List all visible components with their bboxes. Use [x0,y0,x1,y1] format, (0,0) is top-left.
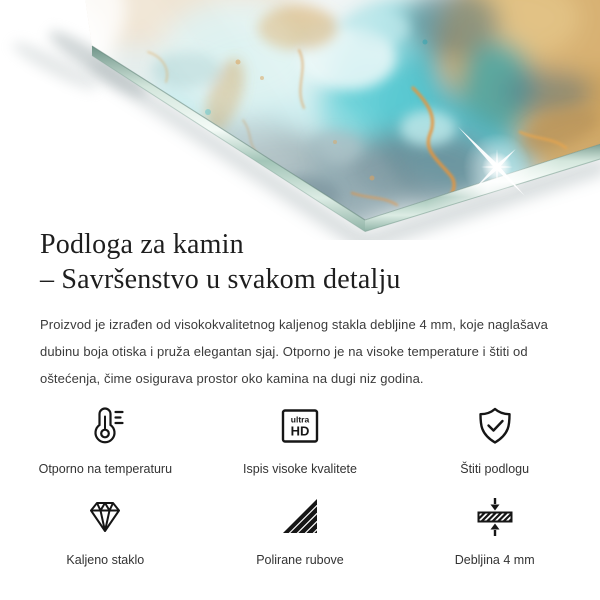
feature-thickness [397,493,592,569]
ultra-hd-text-top: ultra [290,414,310,425]
polished-edges-icon [277,493,323,541]
feature-tempered-glass [8,493,203,569]
diamond-icon [82,493,128,541]
page-title-line1: Podloga za kamin [40,229,244,260]
feature-temperature [8,402,203,478]
ultra-hd-text-bottom: HD [290,423,310,439]
feature-protects [397,402,592,478]
thermometer-icon [82,402,128,450]
ultra-hd-icon [277,402,323,450]
page-title-line2: – Savršenstvo u svakom detalju [40,264,401,295]
feature-label: Debljina 4 mm [454,553,535,567]
feature-grid [8,402,592,569]
feature-print-quality [203,402,398,478]
feature-polished-edges [203,493,398,569]
feature-label: Polirane rubove [256,553,344,567]
glass-panel-illustration [0,0,600,240]
feature-label: Otporno na temperaturu [38,462,173,476]
feature-label: Kaljeno staklo [66,553,145,567]
feature-label: Štiti podlogu [460,462,530,476]
page-title [40,227,401,297]
thickness-icon [472,493,518,541]
product-hero-image [0,0,600,240]
feature-label: Ispis visoke kvalitete [243,462,357,476]
shield-check-icon [472,402,518,450]
product-description: Proizvod je izrađen od visokokvalitetnog kaljenog stakla debljine 4 mm, koje naglašava dubinu boja otiska i pruža elegantan sjaj. Otporno je na visoke temperature i štiti od oštećenja, čime osigurava prostor oko kamina na dugi niz godina. [40,317,548,386]
